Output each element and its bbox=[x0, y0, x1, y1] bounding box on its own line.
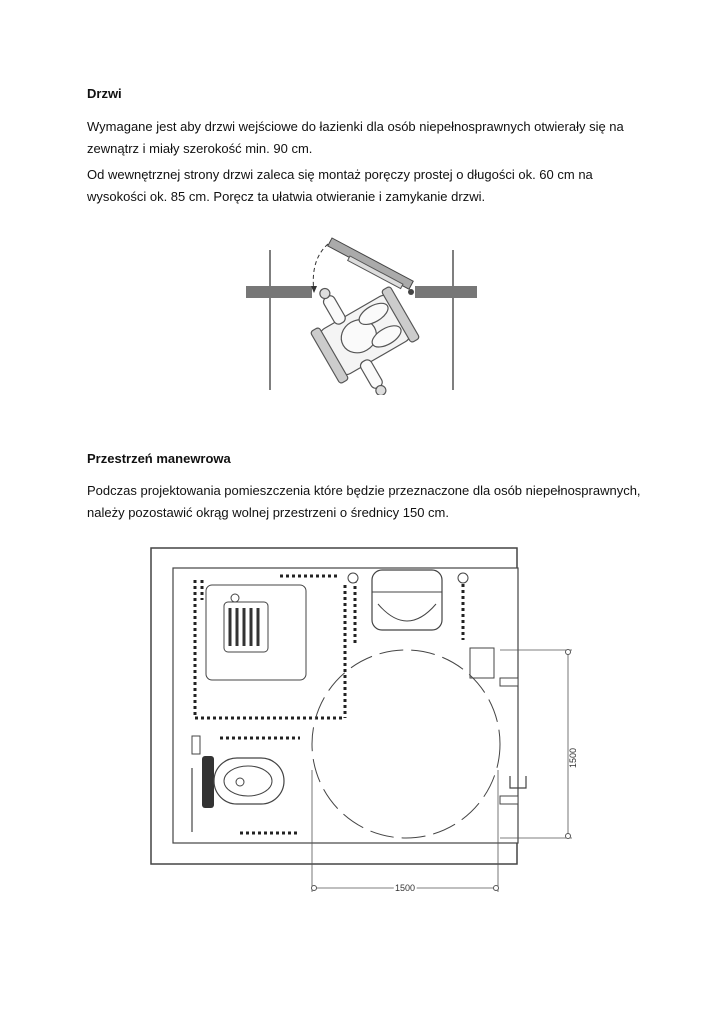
paragraph-turning-circle: Podczas projektowania pomieszczenia które będzie przeznaczone dla osób niepełnosprawnych, należy pozostawić okrąg wolnej przestrzeni o średnicy 150 cm. bbox=[87, 483, 641, 520]
dimension-horizontal-label: 1500 bbox=[394, 883, 416, 893]
bathroom-floor-plan bbox=[140, 540, 590, 900]
door-wheelchair-illustration bbox=[240, 230, 490, 395]
dimension-vertical-label: 1500 bbox=[568, 747, 578, 769]
heading-maneuver-space: Przestrzeń manewrowa bbox=[87, 451, 231, 466]
paragraph-door-width: Wymagane jest aby drzwi wejściowe do łazienki dla osób niepełnosprawnych otwierały się na zewnątrz i miały szerokość min. 90 cm. bbox=[87, 119, 624, 156]
heading-doors: Drzwi bbox=[87, 86, 122, 101]
paragraph-door-handrail: Od wewnętrznej strony drzwi zaleca się montaż poręczy prostej o długości ok. 60 cm na wysokości ok. 85 cm. Poręcz ta ułatwia otwieranie i zamykanie drzwi. bbox=[87, 167, 593, 204]
